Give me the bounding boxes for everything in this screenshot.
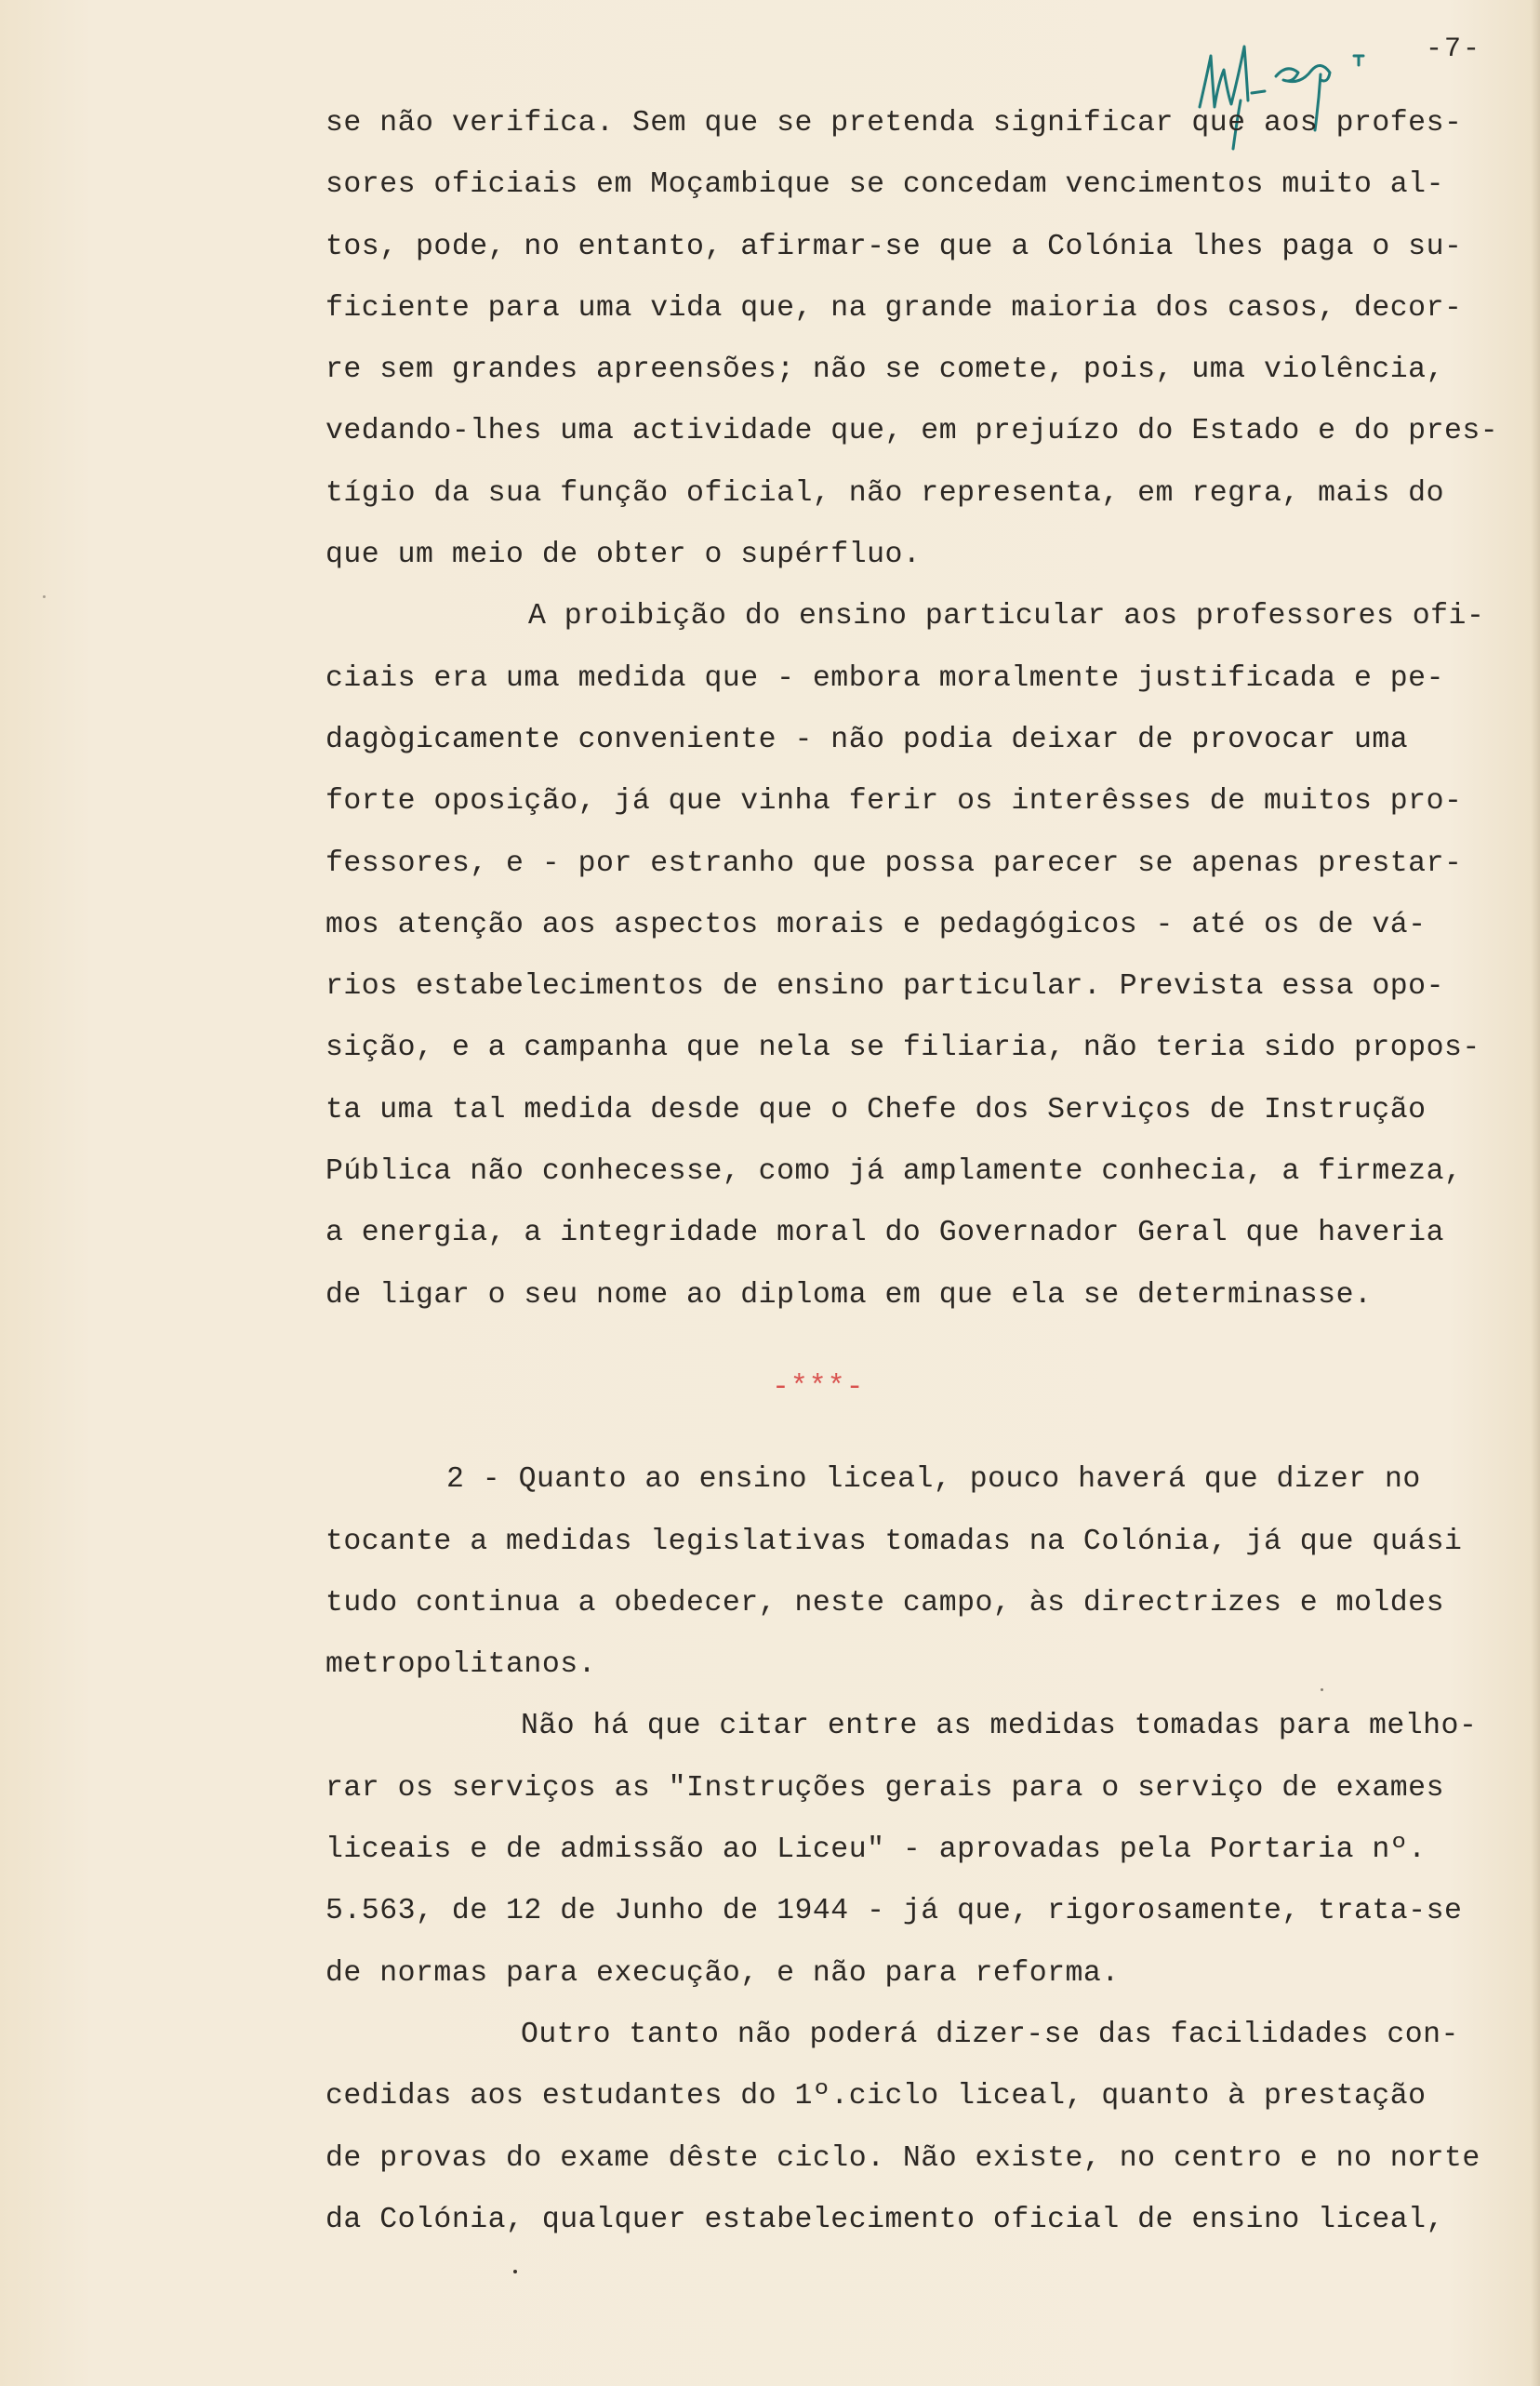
paper-speck: [43, 595, 46, 598]
text-line: dagògicamente conveniente - não podia deixar de provocar uma: [325, 723, 1409, 756]
text-line: sores oficiais em Moçambique se concedam vencimentos muito al-: [325, 168, 1444, 202]
section-heading-line: 2 - Quanto ao ensino liceal, pouco haverá que dizer no: [446, 1463, 1421, 1497]
text-line: forte oposição, já que vinha ferir os interêsses de muitos pro-: [325, 785, 1463, 819]
text-line: de provas do exame dêste ciclo. Não existe, no centro e no norte: [325, 2141, 1480, 2175]
text-line: Pública não conhecesse, como já amplamente conhecia, a firmeza,: [325, 1155, 1463, 1189]
text-line: ficiente para uma vida que, na grande maioria dos casos, decor-: [325, 291, 1463, 325]
text-line: a energia, a integridade moral do Governador Geral que haveria: [325, 1217, 1444, 1250]
text-line: sição, e a campanha que nela se filiaria, não teria sido propos-: [325, 1032, 1480, 1065]
text-line: tígio da sua função oficial, não representa, em regra, mais do: [325, 476, 1444, 510]
paragraph-start: A proibição do ensino particular aos professores ofi-: [528, 600, 1485, 633]
text-line: que um meio de obter o supérfluo.: [325, 539, 922, 572]
body-text: [325, 93, 1525, 2251]
text-line: ta uma tal medida desde que o Chefe dos Serviços de Instrução: [325, 1093, 1427, 1126]
text-line: de ligar o seu nome ao diploma em que ela se determinasse.: [325, 1278, 1373, 1312]
text-line: de normas para execução, e não para reforma.: [325, 1956, 1120, 1990]
text-line: metropolitanos.: [325, 1648, 597, 1682]
text-line: da Colónia, qualquer estabelecimento oficial de ensino liceal,: [325, 2203, 1444, 2236]
text-line: mos atenção aos aspectos morais e pedagógicos - até os de vá-: [325, 908, 1427, 941]
paper-speck: [1321, 1688, 1323, 1691]
section-separator: -***-: [772, 1370, 865, 1404]
text-line: tudo continua a obedecer, neste campo, às directrizes e moldes: [325, 1586, 1444, 1620]
paragraph-start: Outro tanto não poderá dizer-se das facilidades con-: [521, 2018, 1459, 2051]
text-line: tos, pode, no entanto, afirmar-se que a Colónia lhes paga o su-: [325, 230, 1463, 263]
paper-speck: [513, 2270, 517, 2273]
text-line: vedando-lhes uma actividade que, em prejuízo do Estado e do pres-: [325, 415, 1499, 448]
text-line: 5.563, de 12 de Junho de 1944 - já que, rigorosamente, trata-se: [325, 1895, 1463, 1928]
paragraph-start: Não há que citar entre as medidas tomadas para melho-: [521, 1710, 1478, 1743]
text-line: fessores, e - por estranho que possa parecer se apenas prestar-: [325, 846, 1463, 880]
text-line: liceais e de admissão ao Liceu" - aprovadas pela Portaria nº.: [325, 1833, 1427, 1867]
text-line: cedidas aos estudantes do 1º.ciclo liceal, quanto à prestação: [325, 2080, 1427, 2113]
text-line: ciais era uma medida que - embora moralmente justificada e pe-: [325, 661, 1444, 695]
page-edge-shadow: [1531, 0, 1540, 2386]
text-line: rios estabelecimentos de ensino particular. Prevista essa opo-: [325, 970, 1444, 1004]
text-line: se não verifica. Sem que se pretenda significar que aos profes-: [325, 107, 1463, 140]
page-number: -7-: [1426, 33, 1482, 65]
text-line: re sem grandes apreensões; não se comete, pois, uma violência,: [325, 353, 1444, 387]
text-line: rar os serviços as "Instruções gerais para o serviço de exames: [325, 1771, 1444, 1805]
text-line: tocante a medidas legislativas tomadas na Colónia, já que quási: [325, 1525, 1463, 1558]
